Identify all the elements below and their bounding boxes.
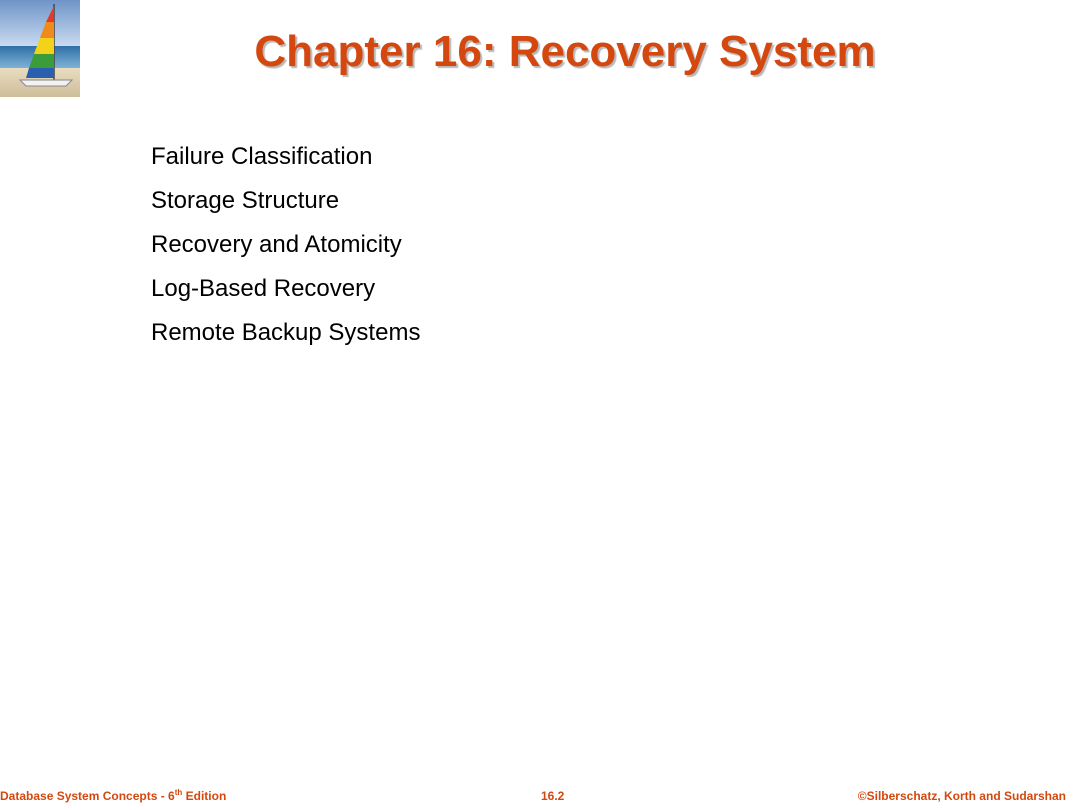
footer-book-superscript: th — [174, 788, 183, 797]
footer-book-suffix: Edition — [182, 789, 227, 803]
sailboat-beach-icon — [0, 0, 80, 97]
topic-item: Recovery and Atomicity — [151, 231, 402, 258]
topic-item: Remote Backup Systems — [151, 319, 421, 346]
slide-title: Chapter 16: Recovery System — [254, 27, 876, 76]
footer-page-number: 16.2 — [541, 789, 565, 803]
topic-item: Log-Based Recovery — [151, 275, 376, 302]
footer-book-prefix: Database System Concepts - 6 — [0, 789, 175, 803]
topic-item: Failure Classification — [151, 143, 373, 170]
footer-copyright: ©Silberschatz, Korth and Sudarshan — [857, 789, 1066, 803]
topic-list — [151, 135, 420, 355]
footer-book-title — [0, 788, 226, 804]
topic-item: Storage Structure — [151, 187, 340, 214]
